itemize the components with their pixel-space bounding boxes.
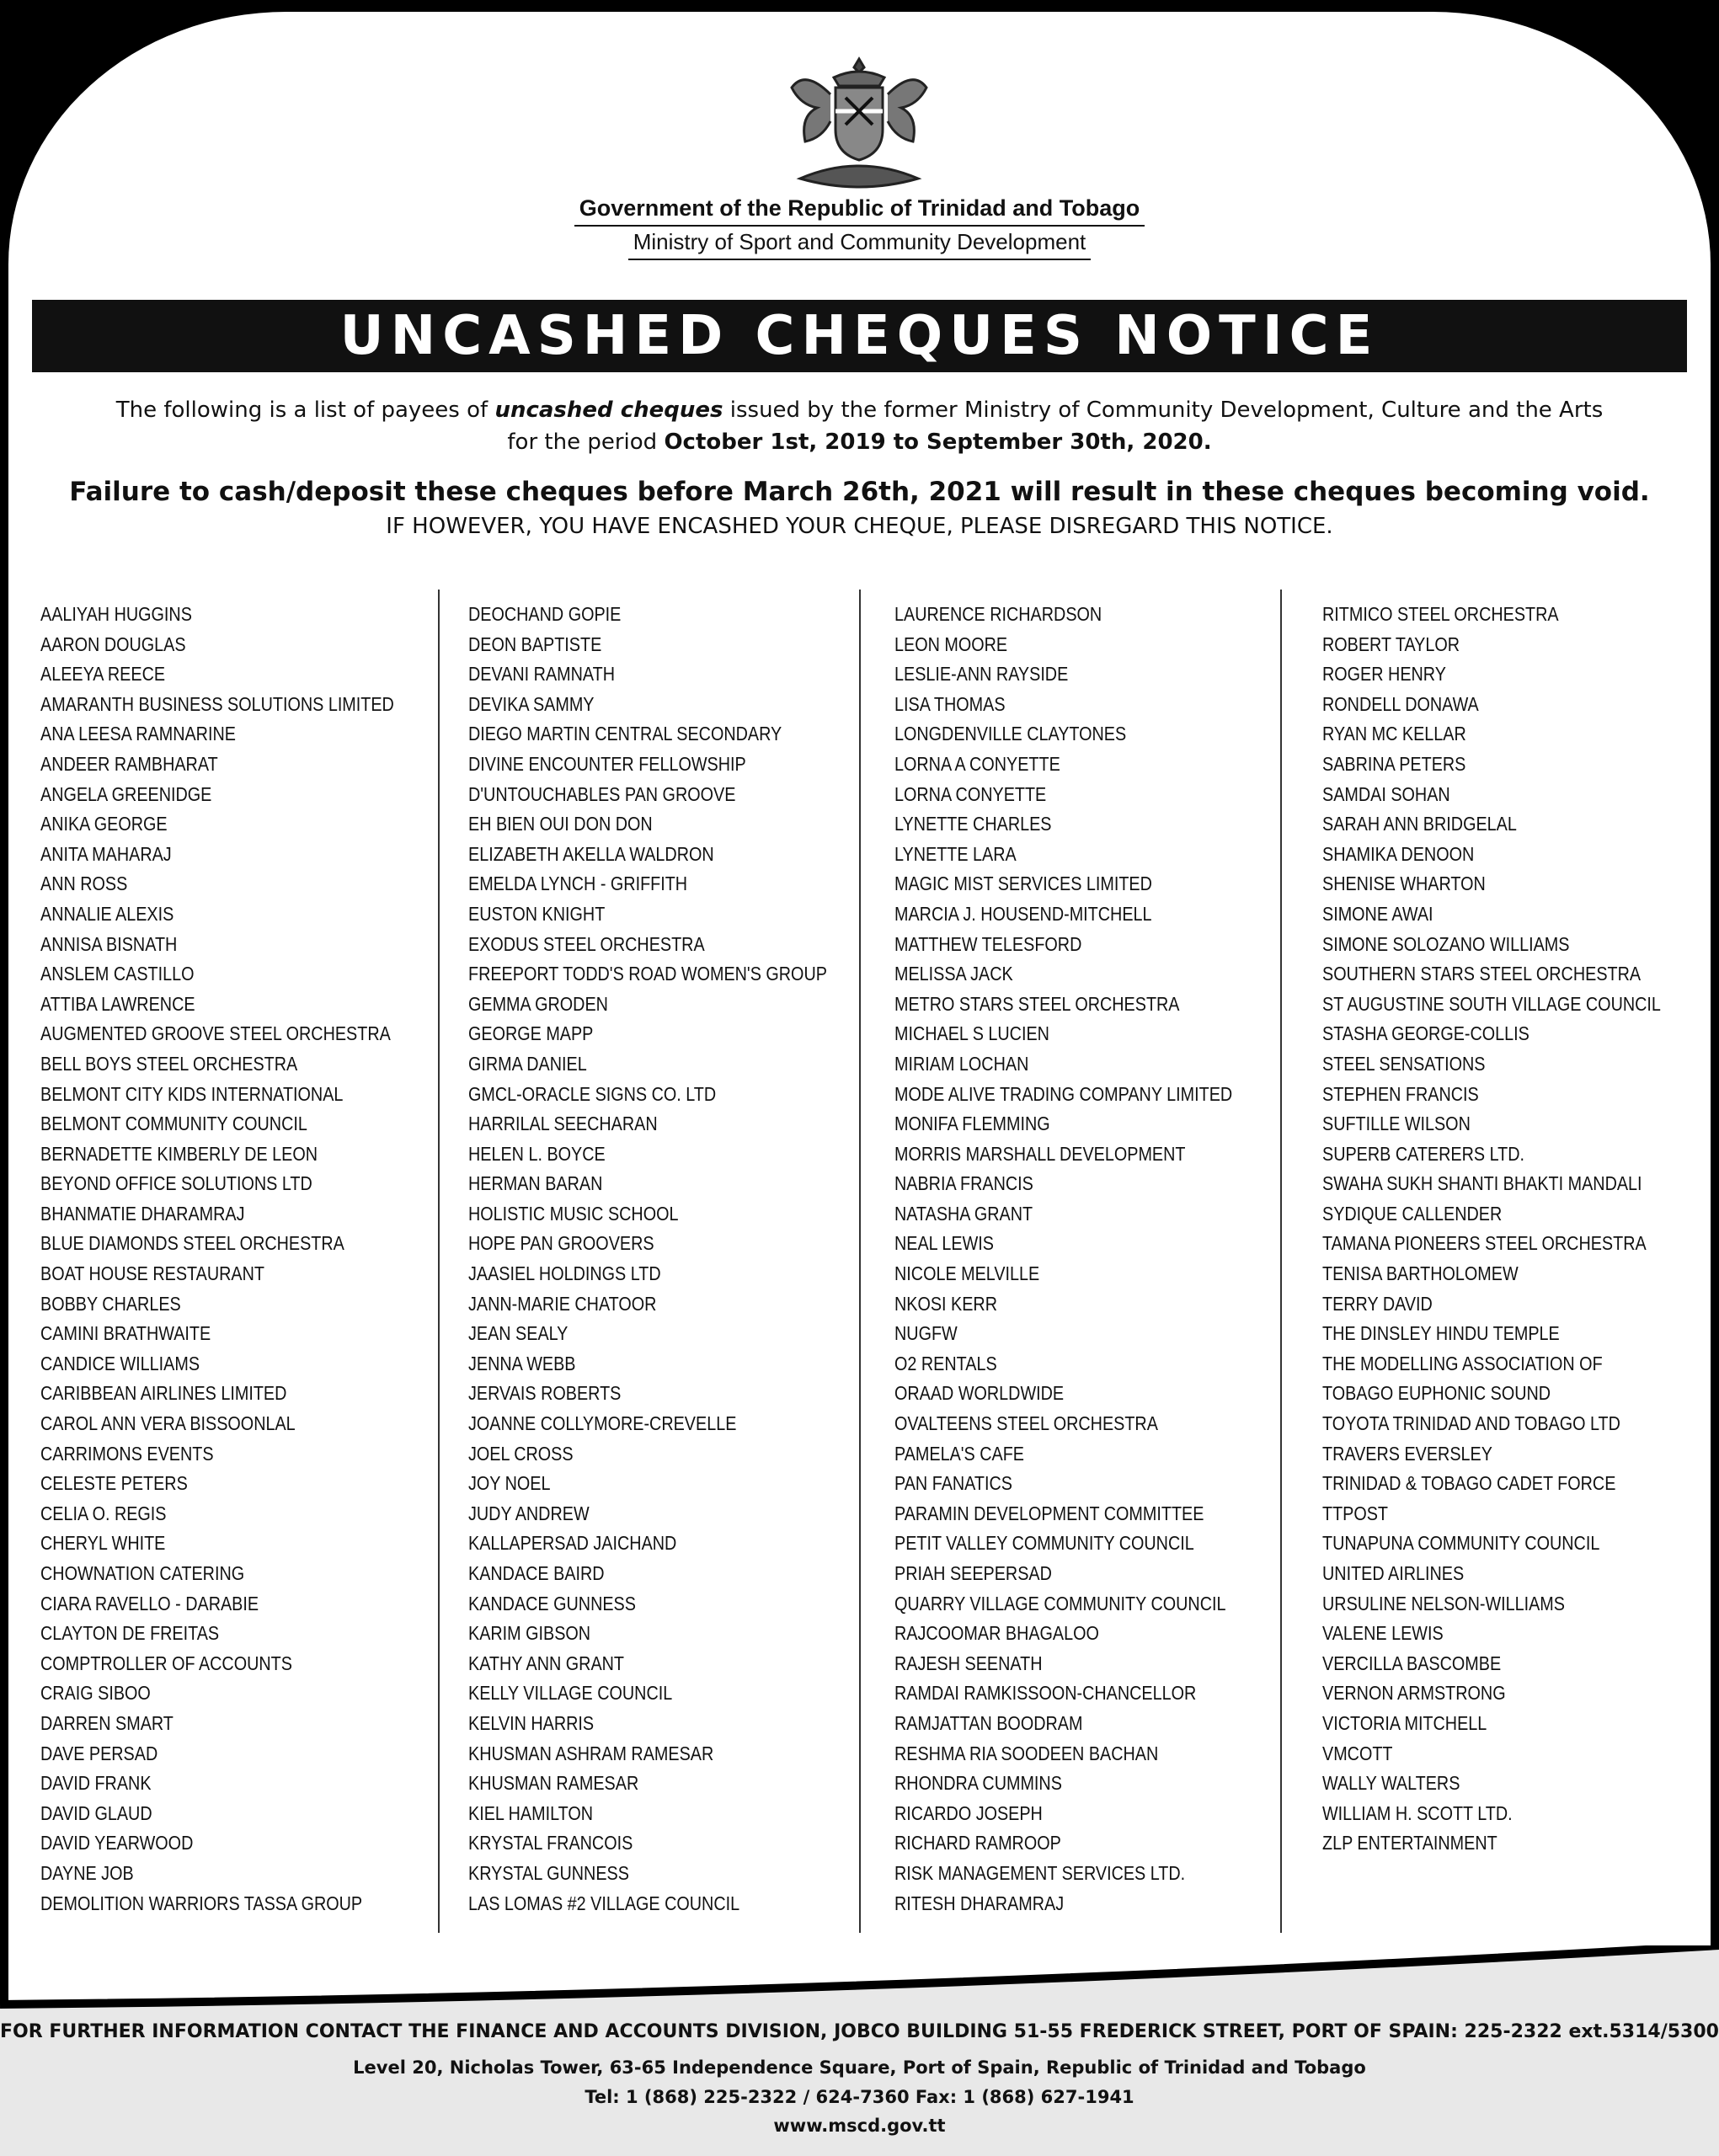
- payee-name: DAVID FRANK: [40, 1772, 152, 1795]
- payee-columns: [34, 590, 1684, 1929]
- payee-name: JEAN SEALY: [468, 1322, 569, 1345]
- payee-name: EXODUS STEEL ORCHESTRA: [468, 932, 705, 955]
- payee-name: HOLISTIC MUSIC SCHOOL: [468, 1202, 679, 1225]
- payee-name: DIVINE ENCOUNTER FELLOWSHIP: [468, 752, 746, 775]
- payee-name: KANDACE BAIRD: [468, 1562, 605, 1584]
- payee-name: AARON DOUGLAS: [40, 632, 186, 655]
- payee-name: METRO STARS STEEL ORCHESTRA: [894, 992, 1180, 1015]
- intro-part3: for the period: [507, 430, 665, 455]
- payee-name: PAMELA'S CAFE: [894, 1442, 1025, 1465]
- payee-name: MAGIC MIST SERVICES LIMITED: [894, 873, 1152, 895]
- payee-name: DEON BAPTISTE: [468, 632, 602, 655]
- payee-name: AMARANTH BUSINESS SOLUTIONS LIMITED: [40, 692, 394, 715]
- payee-name: ANIKA GEORGE: [40, 813, 168, 835]
- payee-name: CHERYL WHITE: [40, 1532, 166, 1555]
- payee-name: DAVID GLAUD: [40, 1801, 152, 1824]
- payee-name: RICARDO JOSEPH: [894, 1801, 1043, 1824]
- payee-name: TERRY DAVID: [1322, 1292, 1433, 1315]
- payee-name: RESHMA RIA SOODEEN BACHAN: [894, 1742, 1159, 1764]
- payee-name: COMPTROLLER OF ACCOUNTS: [40, 1652, 292, 1674]
- payee-name: STEPHEN FRANCIS: [1322, 1082, 1479, 1105]
- payee-name: PETIT VALLEY COMMUNITY COUNCIL: [894, 1532, 1194, 1555]
- payee-name: CIARA RAVELLO - DARABIE: [40, 1592, 259, 1614]
- payee-name: ANGELA GREENIDGE: [40, 782, 212, 805]
- payee-name: KELVIN HARRIS: [468, 1711, 595, 1734]
- payee-name: MICHAEL S LUCIEN: [894, 1022, 1049, 1045]
- payee-name: JAASIEL HOLDINGS LTD: [468, 1262, 661, 1285]
- payee-name: BOAT HOUSE RESTAURANT: [40, 1262, 264, 1285]
- payee-name: PARAMIN DEVELOPMENT COMMITTEE: [894, 1502, 1204, 1524]
- payee-name: DARREN SMART: [40, 1711, 174, 1734]
- payee-name: TAMANA PIONEERS STEEL ORCHESTRA: [1322, 1232, 1647, 1255]
- payee-name: CLAYTON DE FREITAS: [40, 1622, 220, 1645]
- payee-name: TENISA BARTHOLOMEW: [1322, 1262, 1519, 1285]
- payee-name: JENNA WEBB: [468, 1352, 576, 1374]
- payee-name: BELMONT COMMUNITY COUNCIL: [40, 1113, 307, 1135]
- payee-name: KRYSTAL GUNNESS: [468, 1861, 629, 1884]
- payee-name: ANNISA BISNATH: [40, 932, 178, 955]
- payee-column-2: [462, 590, 866, 1929]
- footer-address: Level 20, Nicholas Tower, 63-65 Independence Square, Port of Spain, Republic of Trinidad and Tobago: [353, 2057, 1366, 2078]
- footer-swoosh: [0, 1945, 1719, 2013]
- payee-name: EMELDA LYNCH - GRIFFITH: [468, 873, 688, 895]
- payee-name: JERVAIS ROBERTS: [468, 1382, 622, 1405]
- payee-name: HELEN L. BOYCE: [468, 1142, 606, 1165]
- payee-name: DAVE PERSAD: [40, 1742, 158, 1764]
- void-warning: Failure to cash/deposit these cheques before March 26th, 2021 will result in these cheques becoming void.: [69, 477, 1650, 507]
- payee-name: BLUE DIAMONDS STEEL ORCHESTRA: [40, 1232, 344, 1255]
- payee-name: AALIYAH HUGGINS: [40, 603, 192, 625]
- payee-name: CRAIG SIBOO: [40, 1682, 151, 1705]
- payee-name: BELMONT CITY KIDS INTERNATIONAL: [40, 1082, 344, 1105]
- payee-name: DAYNE JOB: [40, 1861, 134, 1884]
- payee-name: RAMJATTAN BOODRAM: [894, 1711, 1083, 1734]
- payee-name: LYNETTE LARA: [894, 842, 1017, 865]
- payee-name: MORRIS MARSHALL DEVELOPMENT: [894, 1142, 1186, 1165]
- payee-name: LEON MOORE: [894, 632, 1008, 655]
- intro-part2: issued by the former Ministry of Community Development, Culture and the Arts: [723, 398, 1604, 423]
- payee-name: HERMAN BARAN: [468, 1172, 603, 1195]
- payee-name: PAN FANATICS: [894, 1472, 1012, 1495]
- intro-emphasis: uncashed cheques: [494, 398, 723, 423]
- payee-name: CANDICE WILLIAMS: [40, 1352, 200, 1374]
- payee-name: VERNON ARMSTRONG: [1322, 1682, 1506, 1705]
- payee-name: RICHARD RAMROOP: [894, 1832, 1061, 1854]
- payee-name: KATHY ANN GRANT: [468, 1652, 625, 1674]
- payee-name: ROBERT TAYLOR: [1322, 632, 1460, 655]
- payee-name: BOBBY CHARLES: [40, 1292, 181, 1315]
- payee-name: ANSLEM CASTILLO: [40, 963, 195, 985]
- payee-name: KIEL HAMILTON: [468, 1801, 594, 1824]
- payee-name: THE MODELLING ASSOCIATION OF: [1322, 1352, 1603, 1374]
- payee-name: ANDEER RAMBHARAT: [40, 752, 218, 775]
- payee-name: LESLIE-ANN RAYSIDE: [894, 663, 1069, 686]
- payee-name: RYAN MC KELLAR: [1322, 723, 1466, 745]
- payee-name: LISA THOMAS: [894, 692, 1006, 715]
- payee-name: BERNADETTE KIMBERLY DE LEON: [40, 1142, 318, 1165]
- payee-name: SIMONE AWAI: [1322, 902, 1433, 925]
- payee-name: TRINIDAD & TOBAGO CADET FORCE: [1322, 1472, 1616, 1495]
- payee-name: VALENE LEWIS: [1322, 1622, 1444, 1645]
- payee-name: BEYOND OFFICE SOLUTIONS LTD: [40, 1172, 312, 1195]
- payee-name: MARCIA J. HOUSEND-MITCHELL: [894, 902, 1152, 925]
- payee-name: KANDACE GUNNESS: [468, 1592, 636, 1614]
- payee-name: GIRMA DANIEL: [468, 1052, 587, 1075]
- payee-name: LONGDENVILLE CLAYTONES: [894, 723, 1127, 745]
- payee-name: LAS LOMAS #2 VILLAGE COUNCIL: [468, 1892, 740, 1914]
- payee-name: NUGFW: [894, 1322, 958, 1345]
- payee-name: SHENISE WHARTON: [1322, 873, 1486, 895]
- payee-name: CELESTE PETERS: [40, 1472, 188, 1495]
- intro-paragraph: [51, 394, 1668, 458]
- payee-name: TTPOST: [1322, 1502, 1389, 1524]
- payee-column-4: [1316, 590, 1719, 1929]
- payee-name: DEMOLITION WARRIORS TASSA GROUP: [40, 1892, 363, 1914]
- payee-name: KALLAPERSAD JAICHAND: [468, 1532, 677, 1555]
- payee-name: NATASHA GRANT: [894, 1202, 1033, 1225]
- payee-name: DEVANI RAMNATH: [468, 663, 616, 686]
- intro-period: October 1st, 2019 to September 30th, 2020.: [664, 430, 1212, 455]
- government-title: [0, 195, 1719, 227]
- payee-name: PRIAH SEEPERSAD: [894, 1562, 1052, 1584]
- payee-name: ELIZABETH AKELLA WALDRON: [468, 842, 714, 865]
- coat-of-arms-icon: [783, 52, 935, 195]
- payee-name: MODE ALIVE TRADING COMPANY LIMITED: [894, 1082, 1233, 1105]
- payee-name: SHAMIKA DENOON: [1322, 842, 1475, 865]
- payee-name: JUDY ANDREW: [468, 1502, 590, 1524]
- payee-name: AUGMENTED GROOVE STEEL ORCHESTRA: [40, 1022, 391, 1045]
- payee-name: VMCOTT: [1322, 1742, 1393, 1764]
- payee-name: SARAH ANN BRIDGELAL: [1322, 813, 1517, 835]
- payee-name: ANN ROSS: [40, 873, 128, 895]
- payee-name: TUNAPUNA COMMUNITY COUNCIL: [1322, 1532, 1600, 1555]
- payee-name: ALEEYA REECE: [40, 663, 166, 686]
- payee-name: MIRIAM LOCHAN: [894, 1052, 1029, 1075]
- payee-name: THE DINSLEY HINDU TEMPLE: [1322, 1322, 1560, 1345]
- payee-name: SABRINA PETERS: [1322, 752, 1466, 775]
- payee-name: RITESH DHARAMRAJ: [894, 1892, 1065, 1914]
- payee-name: BHANMATIE DHARAMRAJ: [40, 1202, 245, 1225]
- payee-name: OVALTEENS STEEL ORCHESTRA: [894, 1412, 1158, 1435]
- payee-name: SOUTHERN STARS STEEL ORCHESTRA: [1322, 963, 1642, 985]
- footer-phones: Tel: 1 (868) 225-2322 / 624-7360 Fax: 1 (868) 627-1941: [585, 2087, 1134, 2107]
- payee-column-3: [888, 590, 1292, 1929]
- payee-name: SUPERB CATERERS LTD.: [1322, 1142, 1524, 1165]
- footer-contact: FOR FURTHER INFORMATION CONTACT THE FINANCE AND ACCOUNTS DIVISION, JOBCO BUILDING 51-55 FREDERICK STREET, PORT OF SPAIN: 225-2322 ext.5314/5300: [0, 2021, 1719, 2042]
- payee-name: CAMINI BRATHWAITE: [40, 1322, 211, 1345]
- payee-name: RONDELL DONAWA: [1322, 692, 1479, 715]
- payee-name: BELL BOYS STEEL ORCHESTRA: [40, 1052, 298, 1075]
- payee-name: DAVID YEARWOOD: [40, 1832, 194, 1854]
- payee-name: GMCL-ORACLE SIGNS CO. LTD: [468, 1082, 717, 1105]
- payee-name: QUARRY VILLAGE COMMUNITY COUNCIL: [894, 1592, 1226, 1614]
- payee-name: JOANNE COLLYMORE-CREVELLE: [468, 1412, 737, 1435]
- payee-name: CARRIMONS EVENTS: [40, 1442, 214, 1465]
- payee-name: TRAVERS EVERSLEY: [1322, 1442, 1492, 1465]
- payee-name: LAURENCE RICHARDSON: [894, 603, 1102, 625]
- payee-name: CHOWNATION CATERING: [40, 1562, 245, 1584]
- payee-name: VERCILLA BASCOMBE: [1322, 1652, 1502, 1674]
- payee-name: MONIFA FLEMMING: [894, 1113, 1050, 1135]
- payee-name: HARRILAL SEECHARAN: [468, 1113, 658, 1135]
- payee-name: SUFTILLE WILSON: [1322, 1113, 1471, 1135]
- payee-name: FREEPORT TODD'S ROAD WOMEN'S GROUP: [468, 963, 827, 985]
- payee-name: JOY NOEL: [468, 1472, 551, 1495]
- payee-name: GEMMA GRODEN: [468, 992, 608, 1015]
- payee-name: GEORGE MAPP: [468, 1022, 594, 1045]
- payee-name: CARIBBEAN AIRLINES LIMITED: [40, 1382, 287, 1405]
- payee-name: ANITA MAHARAJ: [40, 842, 172, 865]
- payee-name: D'UNTOUCHABLES PAN GROOVE: [468, 782, 736, 805]
- column-divider: [438, 590, 440, 1933]
- payee-name: MELISSA JACK: [894, 963, 1013, 985]
- payee-name: TOBAGO EUPHONIC SOUND: [1322, 1382, 1551, 1405]
- payee-name: DEOCHAND GOPIE: [468, 603, 622, 625]
- payee-name: ANA LEESA RAMNARINE: [40, 723, 236, 745]
- payee-name: ANNALIE ALEXIS: [40, 902, 174, 925]
- government-title-text: Government of the Republic of Trinidad and Tobago: [574, 195, 1145, 227]
- payee-column-1: [34, 590, 438, 1929]
- payee-name: URSULINE NELSON-WILLIAMS: [1322, 1592, 1565, 1614]
- payee-name: MATTHEW TELESFORD: [894, 932, 1082, 955]
- payee-name: JOEL CROSS: [468, 1442, 574, 1465]
- payee-name: RISK MANAGEMENT SERVICES LTD.: [894, 1861, 1186, 1884]
- ministry-title-text: Ministry of Sport and Community Development: [628, 229, 1092, 260]
- payee-name: RAJCOOMAR BHAGALOO: [894, 1622, 1099, 1645]
- payee-name: CELIA O. REGIS: [40, 1502, 167, 1524]
- payee-name: NEAL LEWIS: [894, 1232, 994, 1255]
- payee-name: LORNA A CONYETTE: [894, 752, 1060, 775]
- payee-name: RAJESH SEENATH: [894, 1652, 1043, 1674]
- payee-name: NABRIA FRANCIS: [894, 1172, 1033, 1195]
- payee-name: LORNA CONYETTE: [894, 782, 1047, 805]
- payee-name: KELLY VILLAGE COUNCIL: [468, 1682, 673, 1705]
- payee-name: KARIM GIBSON: [468, 1622, 591, 1645]
- payee-name: ATTIBA LAWRENCE: [40, 992, 195, 1015]
- payee-name: EH BIEN OUI DON DON: [468, 813, 653, 835]
- payee-name: SYDIQUE CALLENDER: [1322, 1202, 1503, 1225]
- payee-name: KHUSMAN ASHRAM RAMESAR: [468, 1742, 714, 1764]
- payee-name: NICOLE MELVILLE: [894, 1262, 1040, 1285]
- payee-name: ROGER HENRY: [1322, 663, 1446, 686]
- column-divider: [859, 590, 861, 1933]
- payee-name: STASHA GEORGE-COLLIS: [1322, 1022, 1529, 1045]
- payee-name: SWAHA SUKH SHANTI BHAKTI MANDALI: [1322, 1172, 1642, 1195]
- payee-name: UNITED AIRLINES: [1322, 1562, 1465, 1584]
- payee-name: EUSTON KNIGHT: [468, 902, 606, 925]
- footer-website[interactable]: www.mscd.gov.tt: [773, 2116, 946, 2136]
- payee-name: SIMONE SOLOZANO WILLIAMS: [1322, 932, 1570, 955]
- payee-name: NKOSI KERR: [894, 1292, 998, 1315]
- payee-name: TOYOTA TRINIDAD AND TOBAGO LTD: [1322, 1412, 1620, 1435]
- payee-name: RHONDRA CUMMINS: [894, 1772, 1062, 1795]
- payee-name: DIEGO MARTIN CENTRAL SECONDARY: [468, 723, 782, 745]
- notice-banner: UNCASHED CHEQUES NOTICE: [32, 300, 1687, 372]
- intro-part1: The following is a list of payees of: [115, 398, 495, 423]
- payee-name: RITMICO STEEL ORCHESTRA: [1322, 603, 1559, 625]
- payee-name: WILLIAM H. SCOTT LTD.: [1322, 1801, 1513, 1824]
- payee-name: DEVIKA SAMMY: [468, 692, 595, 715]
- column-divider: [1280, 590, 1282, 1933]
- payee-name: STEEL SENSATIONS: [1322, 1052, 1486, 1075]
- payee-name: HOPE PAN GROOVERS: [468, 1232, 654, 1255]
- payee-name: ST AUGUSTINE SOUTH VILLAGE COUNCIL: [1322, 992, 1661, 1015]
- payee-name: VICTORIA MITCHELL: [1322, 1711, 1487, 1734]
- payee-name: KHUSMAN RAMESAR: [468, 1772, 639, 1795]
- payee-name: JANN-MARIE CHATOOR: [468, 1292, 657, 1315]
- payee-name: CAROL ANN VERA BISSOONLAL: [40, 1412, 296, 1435]
- ministry-title: [0, 229, 1719, 260]
- payee-name: RAMDAI RAMKISSOON-CHANCELLOR: [894, 1682, 1197, 1705]
- payee-name: SAMDAI SOHAN: [1322, 782, 1450, 805]
- payee-name: WALLY WALTERS: [1322, 1772, 1460, 1795]
- payee-name: KRYSTAL FRANCOIS: [468, 1832, 633, 1854]
- payee-name: ORAAD WORLDWIDE: [894, 1382, 1065, 1405]
- payee-name: O2 RENTALS: [894, 1352, 997, 1374]
- payee-name: LYNETTE CHARLES: [894, 813, 1052, 835]
- payee-name: ZLP ENTERTAINMENT: [1322, 1832, 1497, 1854]
- disregard-note: IF HOWEVER, YOU HAVE ENCASHED YOUR CHEQUE, PLEASE DISREGARD THIS NOTICE.: [386, 514, 1333, 539]
